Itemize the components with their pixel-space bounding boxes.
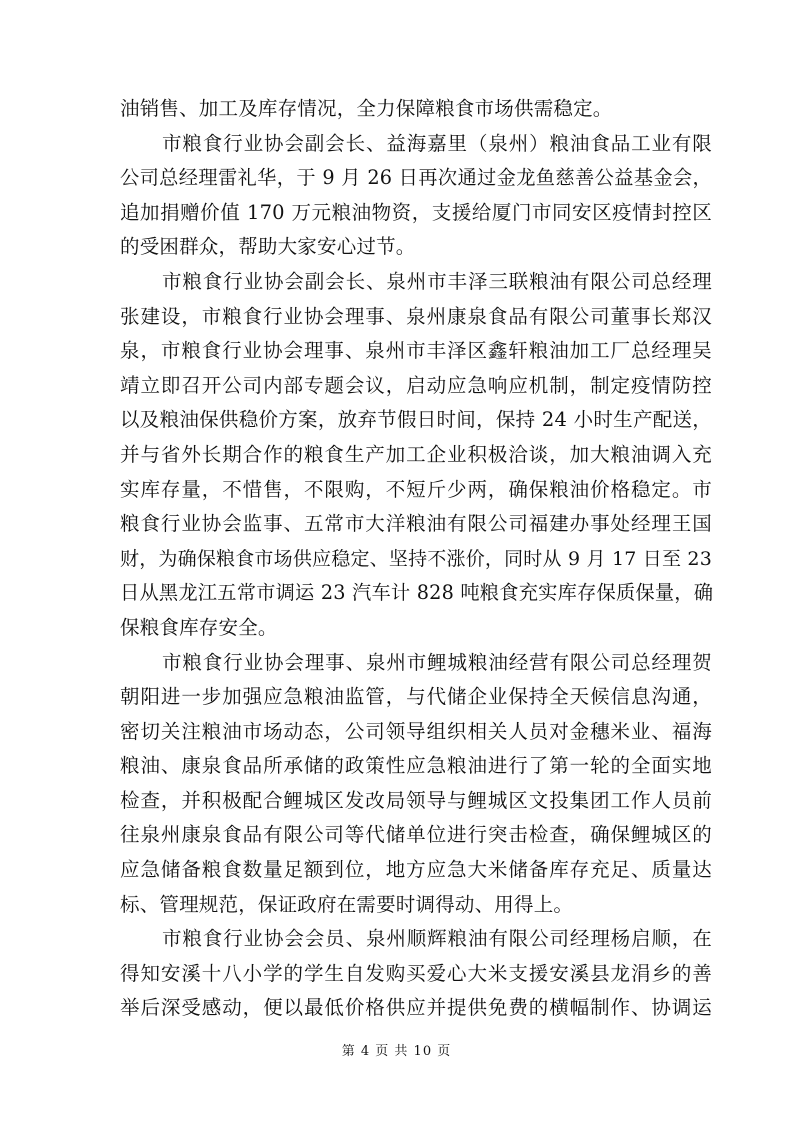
text-line: 财，为确保粮食市场供应稳定、坚持不涨价，同时从 9 月 17 日至 23: [120, 547, 712, 570]
text-line: 实库存量，不惜售，不限购，不短斤少两，确保粮油价格稳定。市: [120, 477, 712, 501]
text-line: 追加捐赠价值 170 万元粮油物资，支援给厦门市同安区疫情封控区: [120, 200, 712, 224]
text-line: 靖立即召开公司内部专题会议，启动应急响应机制，制定疫情防控: [120, 373, 712, 397]
text-line: 举后深受感动，便以最低价格供应并提供免费的横幅制作、协调运: [120, 996, 712, 1020]
text-line: 日从黑龙江五常市调运 23 汽车计 828 吨粮食充实库存保质保量，确: [120, 581, 714, 605]
text-line: 保粮食库存安全。: [120, 615, 278, 639]
text-line: 市粮食行业协会副会长、泉州市丰泽三联粮油有限公司总经理: [162, 269, 712, 293]
text-line: 密切关注粮油市场动态，公司领导组织相关人员对金穗米业、福海: [120, 719, 712, 743]
text-line: 市粮食行业协会副会长、益海嘉里（泉州）粮油食品工业有限: [162, 131, 712, 155]
text-line: 公司总经理雷礼华，于 9 月 26 日再次通过金龙鱼慈善公益基金会，: [120, 166, 712, 190]
text-line: 市粮食行业协会会员、泉州顺辉粮油有限公司经理杨启顺，在: [162, 927, 712, 951]
text-line: 油销售、加工及库存情况，全力保障粮食市场供需稳定。: [120, 97, 613, 120]
text-line: 并与省外长期合作的粮食生产加工企业积极洽谈，加大粮油调入充: [120, 442, 712, 466]
text-line: 粮油、康泉食品所承储的政策性应急粮油进行了第一轮的全面实地: [120, 754, 712, 778]
text-line: 朝阳进一步加强应急粮油监管，与代储企业保持全天候信息沟通，: [120, 685, 712, 709]
text-line: 标、管理规范，保证政府在需要时调得动、用得上。: [120, 892, 574, 916]
text-line: 以及粮油保供稳价方案，放弃节假日时间，保持 24 小时生产配送，: [120, 408, 712, 432]
text-line: 得知安溪十八小学的学生自发购买爱心大米支援安溪县龙涓乡的善: [120, 961, 712, 985]
document-body: [120, 92, 712, 1026]
text-line: 市粮食行业协会理事、泉州市鲤城粮油经营有限公司总经理贺: [162, 650, 712, 674]
page-number-footer: 第 4 页 共 10 页: [341, 1044, 452, 1059]
text-line: 的受困群众，帮助大家安心过节。: [120, 235, 416, 259]
text-line: 应急储备粮食数量足额到位，地方应急大米储备库存充足、质量达: [120, 858, 712, 882]
text-line: 粮食行业协会监事、五常市大洋粮油有限公司福建办事处经理王国: [120, 512, 712, 536]
text-line: 往泉州康泉食品有限公司等代储单位进行突击检查，确保鲤城区的: [120, 823, 712, 847]
text-line: 张建设，市粮食行业协会理事、泉州康泉食品有限公司董事长郑汉: [120, 304, 712, 328]
text-line: 检查，并积极配合鲤城区发改局领导与鲤城区文投集团工作人员前: [120, 788, 712, 812]
text-line: 泉，市粮食行业协会理事、泉州市丰泽区鑫轩粮油加工厂总经理吴: [120, 339, 712, 363]
